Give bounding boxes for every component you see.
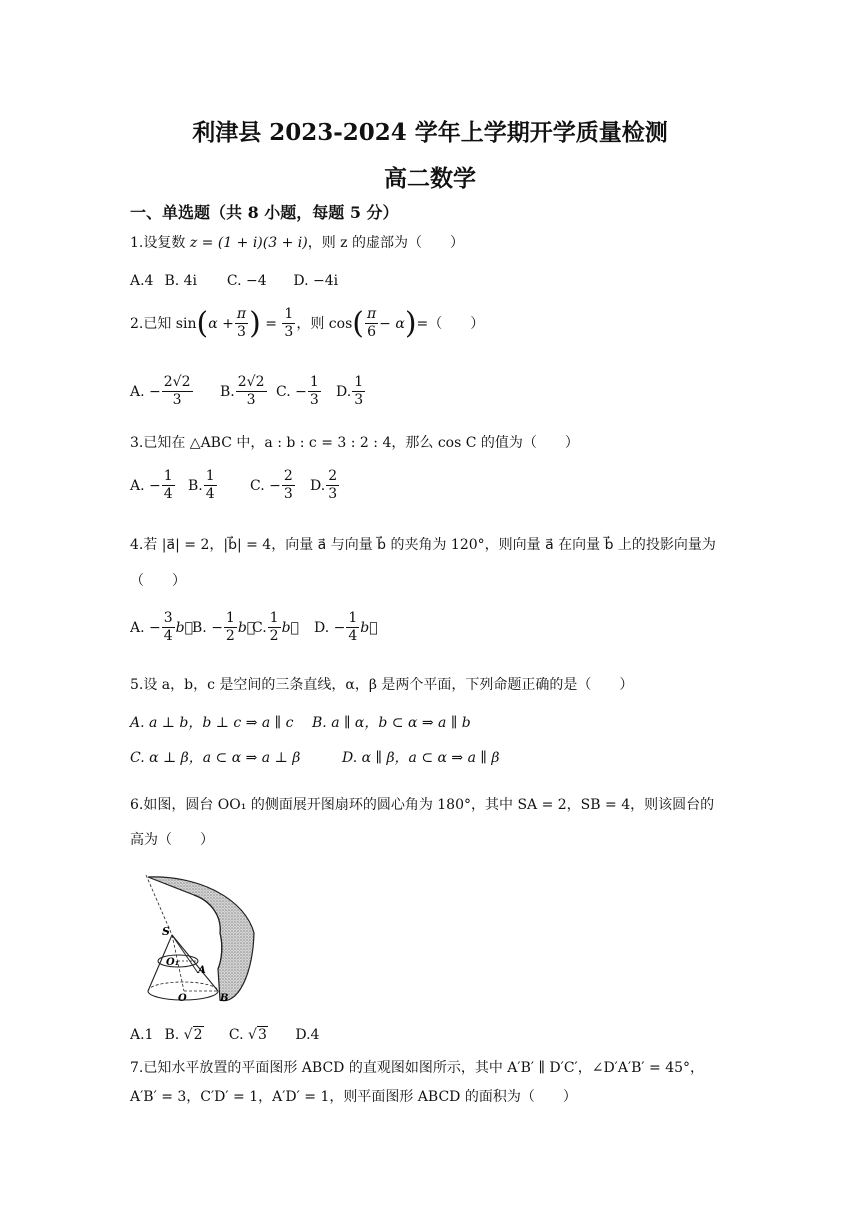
option-c[interactable]: C. α ⊥ β，a ⊂ α ⇒ a ⊥ β <box>130 750 301 766</box>
option-a[interactable]: A.1 <box>130 1027 154 1043</box>
question-3-options <box>130 468 340 503</box>
question-4-options <box>130 610 378 645</box>
option-a[interactable]: A.4 <box>130 273 154 289</box>
frustum-unfolding-figure <box>132 855 262 1007</box>
option-b[interactable]: B. a ∥ α，b ⊂ α ⇒ a ∥ b <box>312 715 471 731</box>
label-b: B <box>220 993 229 1004</box>
question-3-stem: 3.已知在 △ABC 中，a : b : c = 3 : 2 : 4，那么 cos C 的值为（ ） <box>130 435 579 451</box>
option-c[interactable]: C. √3 <box>228 1027 267 1043</box>
option-b[interactable]: B. − $\frac{1}{2}$ b⃗ <box>192 610 256 644</box>
question-1-stem: 1.设复数 z = (1 + i)(3 + i)，则 z 的虚部为（ ） <box>130 235 464 251</box>
option-c[interactable]: C. −4 <box>226 273 267 289</box>
option-d[interactable]: D. α ∥ β，a ⊂ α ⇒ a ∥ β <box>342 750 500 766</box>
option-d[interactable]: D. $\frac{2}{3}$ <box>310 468 338 502</box>
option-b[interactable]: B. $\frac{2√2}{3}$ <box>220 374 265 408</box>
option-d[interactable]: D.4 <box>295 1027 320 1043</box>
fraction: $\frac{\pi}{3}$ <box>236 306 247 340</box>
label-a: A <box>198 965 206 976</box>
fraction: $\frac{1}{3}$ <box>284 306 294 340</box>
question-2-stem: 2.已知 sin ( α + $\frac{\pi}{3}$ ) = $\frac{1}{3}$ ，则 cos ( $\frac{\pi}{6}$ − α ) =（ ） <box>130 305 485 341</box>
question-4-stem-cont: （ ） <box>130 573 186 589</box>
sector-ring <box>148 877 254 1001</box>
option-a[interactable]: A. − $\frac{3}{4}$ b⃗ <box>130 610 194 644</box>
exam-title: 利津县 2023-2024 学年上学期开学质量检测 <box>192 119 668 146</box>
question-1-options <box>130 271 338 291</box>
question-4-stem: 4.若 |a⃗| = 2，|b⃗| = 4，向量 a⃗ 与向量 b⃗ 的夹角为 120°，则向量 a⃗ 在向量 b⃗ 上的投影向量为 <box>130 537 716 553</box>
option-b[interactable]: B. 4i <box>164 273 198 289</box>
section-heading: 一、单选题（共 8 小题，每题 5 分） <box>130 203 399 222</box>
option-b[interactable]: B. $\frac{1}{4}$ <box>188 468 215 502</box>
option-d[interactable]: D. −4i <box>293 273 339 289</box>
question-6-options <box>130 1025 319 1045</box>
question-7-stem-cont: A′B′ = 3，C′D′ = 1，A′D′ = 1，则平面图形 ABCD 的面积为（ ） <box>130 1089 577 1105</box>
option-b[interactable]: B. √2 <box>164 1027 203 1043</box>
question-5-options-row1 <box>130 713 471 733</box>
option-a[interactable]: A. a ⊥ b，b ⊥ c ⇒ a ∥ c <box>130 715 294 731</box>
option-a[interactable]: A. − $\frac{2√2}{3}$ <box>130 374 191 408</box>
fraction: $\frac{\pi}{6}$ <box>366 306 377 340</box>
option-d[interactable]: D. $\frac{1}{3}$ <box>336 374 364 408</box>
option-c[interactable]: C. − $\frac{2}{3}$ <box>250 468 293 502</box>
exam-subtitle: 高二数学 <box>384 165 476 192</box>
question-2-options <box>130 374 366 409</box>
question-6-stem-cont: 高为（ ） <box>130 832 214 848</box>
question-5-stem: 5.设 a，b，c 是空间的三条直线，α，β 是两个平面，下列命题正确的是（ ） <box>130 677 634 693</box>
question-7-stem: 7.已知水平放置的平面图形 ABCD 的直观图如图所示，其中 A′B′ ∥ D′C′，∠D′A′B′ = 45°， <box>130 1060 705 1076</box>
option-c[interactable]: C. − $\frac{1}{3}$ <box>276 374 319 408</box>
label-o: O <box>178 993 187 1004</box>
question-5-options-row2 <box>130 748 499 768</box>
label-o1: O₁ <box>166 957 180 968</box>
question-6-stem: 6.如图，圆台 OO₁ 的侧面展开图扇环的圆心角为 180°，其中 SA = 2，SB = 4，则该圆台的 <box>130 797 715 813</box>
option-d[interactable]: D. − $\frac{1}{4}$ b⃗ <box>314 610 378 644</box>
option-c[interactable]: C. $\frac{1}{2}$ b⃗ <box>252 610 299 644</box>
label-s: S <box>162 925 170 938</box>
option-a[interactable]: A. − $\frac{1}{4}$ <box>130 468 173 502</box>
